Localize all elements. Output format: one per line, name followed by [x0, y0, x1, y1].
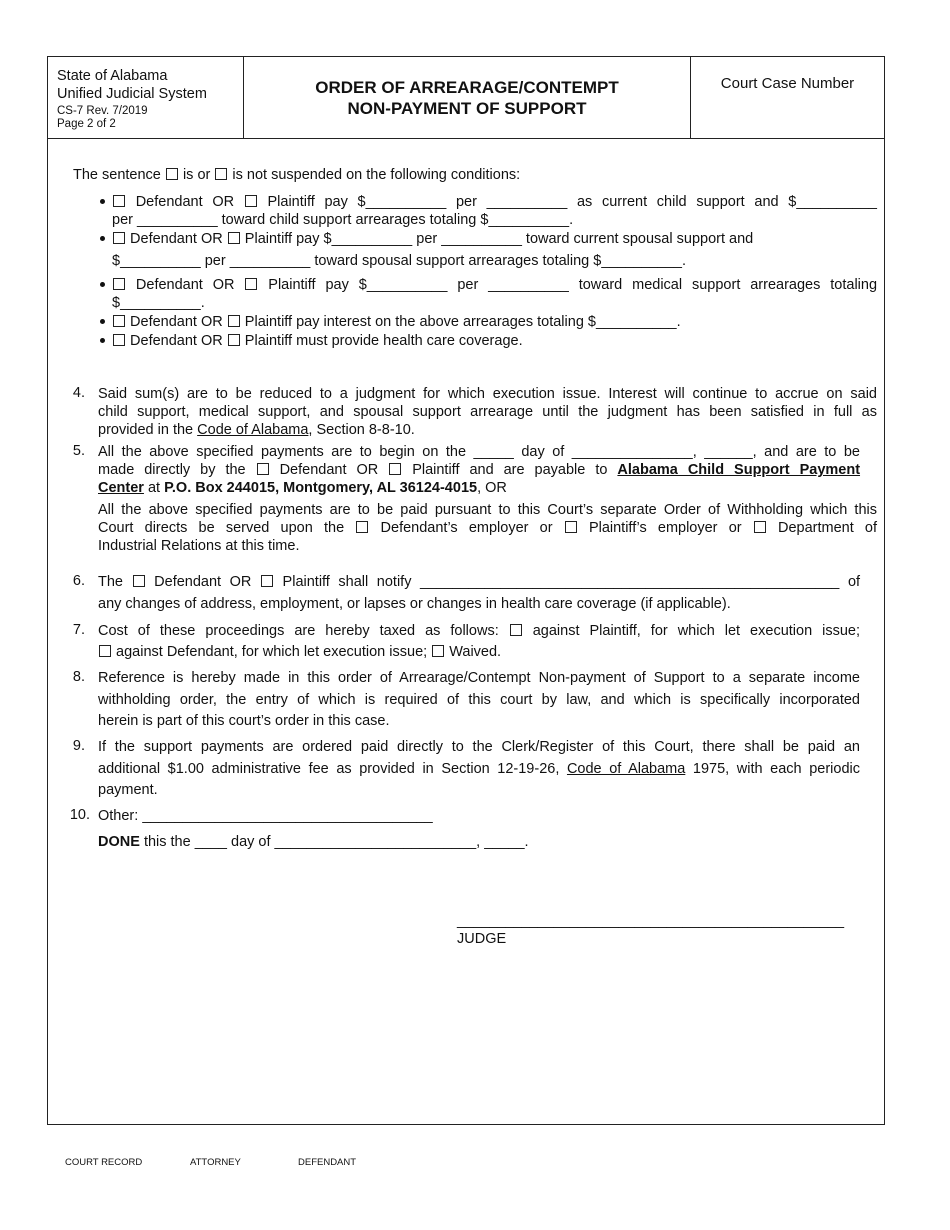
- item-8-line-1: Reference is hereby made in this order of Arrearage/Contempt Non-payment of Support to a separate income: [98, 670, 860, 686]
- title-line-2: NON-PAYMENT OF SUPPORT: [347, 99, 587, 118]
- item-7-number: 7.: [72, 622, 85, 638]
- department-checkbox[interactable]: [754, 521, 766, 533]
- condition-1-line-1: Defendant OR Plaintiff pay $__________ per __________ as current child support and $__________: [112, 193, 877, 211]
- condition-2-defendant-checkbox[interactable]: [113, 232, 125, 244]
- title-line-1: ORDER OF ARREARAGE/CONTEMPT: [315, 78, 619, 97]
- judge-signature-line[interactable]: ________________________________________________: [457, 913, 845, 929]
- item-7-line-2: against Defendant, for which let execution issue; Waived.: [98, 643, 501, 661]
- page-number: Page 2 of 2: [57, 118, 116, 130]
- form-title: [244, 57, 691, 138]
- condition-3-defendant-checkbox[interactable]: [113, 278, 125, 290]
- item-9-line-3: payment.: [98, 782, 158, 798]
- condition-1-line-2: per __________ toward child support arrearages totaling $__________.: [112, 212, 574, 228]
- item-4-line-2: child support, medical support, and spousal support arrearage until the judgment has been satisfied in full as: [98, 404, 877, 420]
- condition-4-defendant-checkbox[interactable]: [113, 315, 125, 327]
- condition-3-plaintiff-checkbox[interactable]: [245, 278, 257, 290]
- item-9-line-2: additional $1.00 administrative fee as provided in Section 12-19-26, Code of Alabama 1975, with each periodic: [98, 761, 860, 777]
- item-5-number: 5.: [72, 443, 85, 459]
- footer-defendant: DEFENDANT: [298, 1157, 357, 1168]
- payment-address: P.O. Box 244015, Montgomery, AL 36124-4015: [164, 480, 478, 496]
- item-5-line-6: Industrial Relations at this time.: [98, 538, 300, 554]
- item-6-line-2: any changes of address, employment, or lapses or changes in health care coverage (if applicable).: [98, 596, 731, 612]
- done-line: DONE this the ____ day of _________________________, _____.: [98, 834, 529, 850]
- notify-plaintiff-checkbox[interactable]: [261, 575, 273, 587]
- bullet-icon: [100, 319, 105, 324]
- condition-3-line-1: Defendant OR Plaintiff pay $__________ per __________ toward medical support arrearages totaling: [112, 276, 877, 294]
- item-9-line-1: If the support payments are ordered paid directly to the Clerk/Register of this Court, there shall be paid an: [98, 739, 860, 755]
- item-7-line-1: Cost of these proceedings are hereby taxed as follows: against Plaintiff, for which let execution issue;: [98, 623, 861, 639]
- bullet-icon: [100, 236, 105, 241]
- item-10-number: 10.: [69, 807, 90, 823]
- other-field[interactable]: Other: ____________________________________: [98, 808, 433, 824]
- item-5-line-5: Court directs be served upon the Defendant’s employer or Plaintiff’s employer or Department of: [98, 520, 878, 536]
- condition-4-plaintiff-checkbox[interactable]: [228, 315, 240, 327]
- item-5-line-3: Center at P.O. Box 244015, Montgomery, AL 36124-4015, OR: [98, 480, 507, 496]
- sentence-line: The sentence is or is not suspended on the following conditions:: [73, 167, 521, 183]
- costs-waived-checkbox[interactable]: [432, 645, 444, 657]
- condition-5-line: Defendant OR Plaintiff must provide health care coverage.: [112, 332, 523, 350]
- item-9-number: 9.: [72, 738, 85, 754]
- condition-2-line-2: $__________ per __________ toward spousal support arrearages totaling $__________.: [112, 253, 687, 269]
- condition-2-plaintiff-checkbox[interactable]: [228, 232, 240, 244]
- condition-3-line-2: $__________.: [112, 295, 205, 311]
- form-number: CS-7 Rev. 7/2019: [57, 105, 148, 117]
- item-6-number: 6.: [72, 573, 85, 589]
- condition-4-line: Defendant OR Plaintiff pay interest on the above arrearages totaling $__________.: [112, 313, 681, 331]
- bullet-icon: [100, 282, 105, 287]
- item-5-line-4: All the above specified payments are to be paid pursuant to this Court’s separate Order of Withholding which this: [98, 502, 877, 518]
- condition-2-line-1: Defendant OR Plaintiff pay $__________ per __________ toward current spousal support and: [112, 230, 753, 248]
- code-of-alabama-ref: Code of Alabama: [197, 422, 309, 438]
- pay-directly-plaintiff-checkbox[interactable]: [389, 463, 401, 475]
- item-4-line-3: provided in the Code of Alabama, Section 8-8-10.: [98, 422, 415, 438]
- item-8-line-3: herein is part of this court’s order in this case.: [98, 713, 390, 729]
- court-info: [48, 57, 244, 138]
- judge-label: JUDGE: [457, 931, 507, 947]
- condition-5-defendant-checkbox[interactable]: [113, 334, 125, 346]
- case-number-field[interactable]: [691, 57, 884, 138]
- footer-court-record: COURT RECORD: [65, 1157, 143, 1168]
- item-5-line-1: All the above specified payments are to begin on the _____ day of _______________, ______, and are to be: [98, 444, 860, 460]
- condition-5-plaintiff-checkbox[interactable]: [228, 334, 240, 346]
- condition-1-defendant-checkbox[interactable]: [113, 195, 125, 207]
- footer-attorney: ATTORNEY: [190, 1157, 241, 1168]
- case-number-label: Court Case Number: [720, 75, 855, 92]
- sentence-is-not-checkbox[interactable]: [215, 168, 227, 180]
- notify-defendant-checkbox[interactable]: [133, 575, 145, 587]
- state-label: State of Alabama: [57, 68, 168, 84]
- defendant-employer-checkbox[interactable]: [356, 521, 368, 533]
- payment-center-name: Alabama Child Support Payment: [617, 462, 861, 478]
- item-8-line-2: withholding order, the entry of which is required of this court by law, and which is specifically incorporated: [98, 692, 860, 708]
- system-label: Unified Judicial System: [57, 86, 207, 102]
- item-6-line-1: The Defendant OR Plaintiff shall notify ____________________________________________________ of: [98, 574, 861, 590]
- bullet-icon: [100, 338, 105, 343]
- code-of-alabama-ref: Code of Alabama: [566, 761, 686, 777]
- plaintiff-employer-checkbox[interactable]: [565, 521, 577, 533]
- item-4-number: 4.: [72, 385, 85, 401]
- costs-defendant-checkbox[interactable]: [99, 645, 111, 657]
- costs-plaintiff-checkbox[interactable]: [510, 624, 522, 636]
- item-4-line-1: Said sum(s) are to be reduced to a judgment for which execution issue. Interest will continue to accrue on said: [98, 386, 877, 402]
- item-5-line-2: made directly by the Defendant OR Plaintiff and are payable to Alabama Child Support Payment: [98, 462, 861, 478]
- pay-directly-defendant-checkbox[interactable]: [257, 463, 269, 475]
- form-header: [48, 57, 884, 139]
- sentence-is-checkbox[interactable]: [166, 168, 178, 180]
- condition-1-plaintiff-checkbox[interactable]: [245, 195, 257, 207]
- item-8-number: 8.: [72, 669, 85, 685]
- bullet-icon: [100, 199, 105, 204]
